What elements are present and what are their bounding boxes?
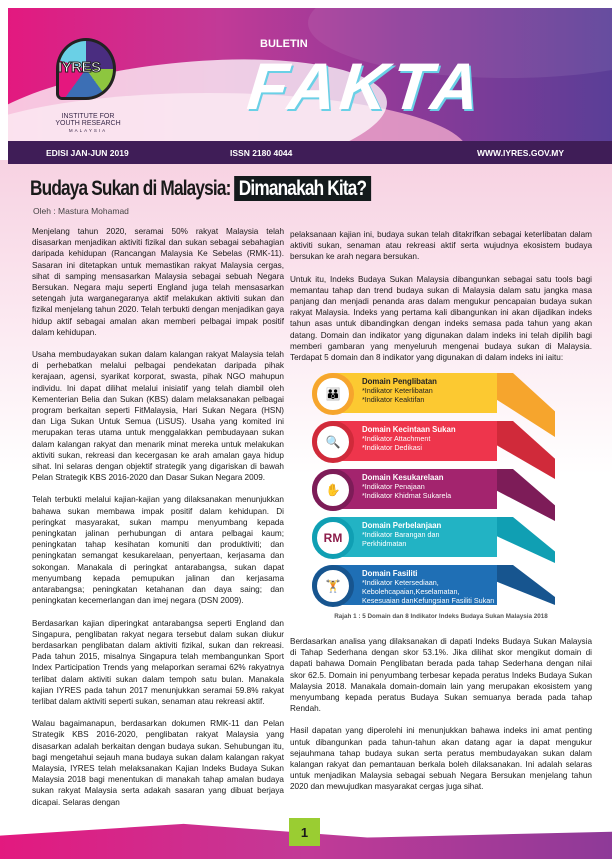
domain-indicator: *Indikator Penajaan [362,482,425,491]
dumbbell-icon: 🏋 [312,565,354,607]
domain-title: Domain Kesukarelaan [362,473,444,482]
article-title [30,177,371,201]
domain-text [362,569,494,605]
domain-item [312,421,497,461]
paragraph: Menjelang tahun 2020, seramai 50% rakyat Malaysia telah disasarkan menjadikan aktiviti fizikal dan sukan sebagai sebahagian daripada kehidupan (Rancangan Malaysia Ke Sebelas (RMK-11). Sasaran ini ditetapkan untuk memastikan rakyat Malaysia cergas, sihat di samping mensasarkan Malaysia sebagai sebuah Negara Bersukan. Negara maju seperti England juga telah mensasarkan setengah juta warganegaranya aktif melakukan aktiviti sukan dan fizikal menjelang tahun 2020. Telah terbukti dengan menjadikan gaya hidup aktif sebagai amalan akan memberi pelbagai impak positif dalam kehidupan. [32,227,284,337]
right-column-top [290,229,592,374]
paragraph: Berdasarkan analisa yang dilaksanakan di dapati Indeks Budaya Sukan Malaysia di Tahap Sederhana dengan skor 53.1%. Jika dilihat skor mengikut domain di dapati bahawa Domain Penglibatan berada pada tahap Sederhana dengan nilai skor 62.5. Domain ini penyumbang terbesar kepada peratus Indeks Budaya Sukan Malaysia 2018. Manakala domain-domain lain yang merupakan ekosistem yang menyumbang kepada peratus Budaya Sukan semuanya berada pada tahap Rendah. [290,637,592,714]
edition: EDISI JAN-JUN 2019 [46,148,129,158]
right-column-bottom [290,636,592,804]
paragraph: Hasil dapatan yang diperolehi ini menunjukkan bahawa indeks ini amat penting untuk dibangunkan pada tahun-tahun akan datang agar ia dapat mengukur sejauhmana tahap budaya sukan serta peratus membudayakan sukan dalam kalangan rakyat dan pemantauan berkala boleh dilaksanakan. Ini adalah selaras untuk menjadikan Malaysia sebagai sebuah Negara Bersukan menjelang tahun 2020 dan mewujudkan masyarakat cergas juga sihat. [290,726,592,792]
title-main: Budaya Sukan di Malaysia: [30,177,231,200]
domain-indicator: *Indikator Dedikasi [362,443,422,452]
domain-item [312,469,497,509]
raised-hand-icon: ✋ [312,469,354,511]
institute-line: INSTITUTE FOR [61,113,115,120]
buletin-label: BULETIN [260,38,308,50]
domain-indicator: *Indikator Khidmat Sukarela [362,491,452,500]
paragraph: Telah terbukti melalui kajian-kajian yang dilaksanakan menunjukkan bahawa sukan membawa impak positif dalam kehidupan. Di peringkat masyarakat, sukan mampu menyumbang kepada peningkatan jalinan perhubungan di antara pelbagai kaum; peningkatan tahap kesihatan komuniti dan produktiviti; dan peningkatan semangat kesukarelaan, penyertaan, kerjasama dan sokongan. Manakala di peringkat antarabangsa, sukan dapat menyumbang kepada pemupukan jalinan dan kerjasama antarabangsa; peningkatan ketahanan dan daya saing; dan peningkatan kecemerlangan dan imej negara (DSN 2009). [32,495,284,606]
domain-text [362,521,441,548]
domain-indicator: *Indikator Keterlibatan [362,386,433,395]
domain-indicator: *Indikator Ketersediaan, [362,578,439,587]
figure-caption: Rajah 1 : 5 Domain dan 8 Indikator Indeks Budaya Sukan Malaysia 2018 [334,613,548,620]
website: WWW.IYRES.GOV.MY [477,148,565,158]
domain-title: Domain Penglibatan [362,377,437,386]
domain-indicator: Kebolehcapaian,Keselamatan, [362,587,460,596]
domain-title: Domain Kecintaan Sukan [362,425,456,434]
family-icon: 👪 [312,373,354,415]
domain-text [362,473,451,500]
domain-text [362,425,456,452]
paragraph: Walau bagaimanapun, berdasarkan dokumen RMK-11 dan Pelan Strategik KBS 2016-2020, penglibatan rakyat Malaysia yang disasarkan adalah berkaitan dengan budaya sukan. Sehubungan itu, bagi mengetahui sejauh mana budaya sukan dalam kalangan rakyat Malaysia, IYRES telah melaksanakan Kajian Indeks Budaya Sukan Malaysia 2018 bagi menentukan di manakah tahap amalan budaya sukan rakyat Malaysia serta adakah sasaran yang dibuat berjaya dicapai. Selaras dengan [32,719,284,807]
heart-magnifier-icon: 🔍 [312,421,354,463]
paragraph: Berdasarkan kajian diperingkat antarabangsa seperti England dan Singapura, penglibatan rakyat negara tersebut dalam sukan diukur berdasarkan penglibatan dalam aktiviti fizikal, sukan dan rekreasi. Pada tahun 2015, misalnya Singapura telah membangunkan Sport Index Participation Trends yang melaporkan seramai 62% rakyatnya terlibat dalam aktiviti sukan dalam tempoh satu bulan. Manakala kajian IYRES pada tahun 2017 menunjukkan seramai 59.8% rakyat terlibat dalam aktiviti seperti sukan, senaman atau rekreasi aktif. [32,618,284,706]
page-number: 1 [289,818,320,846]
domain-indicator: Kesesuaian danKefungsian Fasiliti Sukan [362,596,495,605]
domain-title: Domain Fasiliti [362,569,418,578]
domain-indicator: Perkhidmatan [362,539,407,548]
rm-currency-icon: RM [312,517,354,559]
domain-text [362,377,437,404]
domain-ribbon-tail [495,469,555,521]
institute-line: YOUTH RESEARCH [55,120,121,127]
left-column [32,226,284,819]
info-bar [8,141,612,164]
issn: ISSN 2180 4044 [230,148,293,158]
domain-item [312,565,497,605]
institute-line: MALAYSIA [68,128,108,133]
logo-text: IYRES [58,59,101,76]
paragraph: Untuk itu, Indeks Budaya Sukan Malaysia dibangunkan sebagai satu tools bagi memantau tahap dan trend budaya sukan di Malaysia dalam satu jangka masa panjang dan menjadi penanda aras dalam mengukur pencapaian budaya sukan rakyat Malaysia. Indeks yang pertama kali dibangunkan ini akan dijadikan indeks tahun asas untuk dibandingkan dengan indeks semasa pada tahun yang akan datang. Domain dan indikator yang digunakan dalam indeks ini telah dipilih bagi memberi gambaran yang menyeluruh mengenai budaya sukan di Malaysia. Terdapat 5 domain dan 8 indikator yang digunakan di dalam indeks ini iaitu: [290,274,592,363]
paragraph: pelaksanaan kajian ini, budaya sukan telah ditakrifkan sebagai keterlibatan dalam aktiviti sukan, senaman atau rekreasi aktif serta wujudnya ekosistem budaya bersukan ke arah negara bersukan. [290,230,592,262]
domain-item [312,517,497,557]
masthead [8,8,612,141]
domain-indicator: *Indikator Barangan dan [362,530,440,539]
institute-name [38,113,138,134]
domain-indicator: *Indikator Attachment [362,434,431,443]
domain-indicator: *Indikator Keaktifan [362,395,425,404]
domain-title: Domain Perbelanjaan [362,521,442,530]
domain-ribbon-tail [495,517,555,563]
fakta-title: FAKTA [244,49,487,123]
domain-item [312,373,497,413]
domain-infographic [312,373,552,605]
title-highlight: Dimanakah Kita? [234,176,371,201]
paragraph: Usaha membudayakan sukan dalam kalangan rakyat Malaysia telah di perhebatkan melalui pelbagai pendekatan daripada pihak kerajaan, agensi, syarikat korporat, swasta, pihak NGO mahupun individu. Ini dapat dilihat melalui inisiatif yang telah diambil oleh Kementerian Belia dan Sukan (KBS) dalam melaksanakan pelbagai program berkaitan seperti FitMalaysia, Hari Sukan Negara (HSN) dan Liga Sukan Untuk Semua (LiSUS). Usaha yang komited ini merupakan teras utama untuk menggalakkan pembudayaan sukan dalam kalangan rakyat dan menarik minat mereka untuk melakukan aktiviti sukan, rekreasi dan kecergasan ke arah amalan gaya hidup sihat. Ini selaras dengan objektif strategik yang digariskan di bawah Pelan Strategik KBS 2016-2020 dan Dasar Sukan Negara 2009. [32,350,284,483]
author: Oleh : Mastura Mohamad [33,206,129,216]
